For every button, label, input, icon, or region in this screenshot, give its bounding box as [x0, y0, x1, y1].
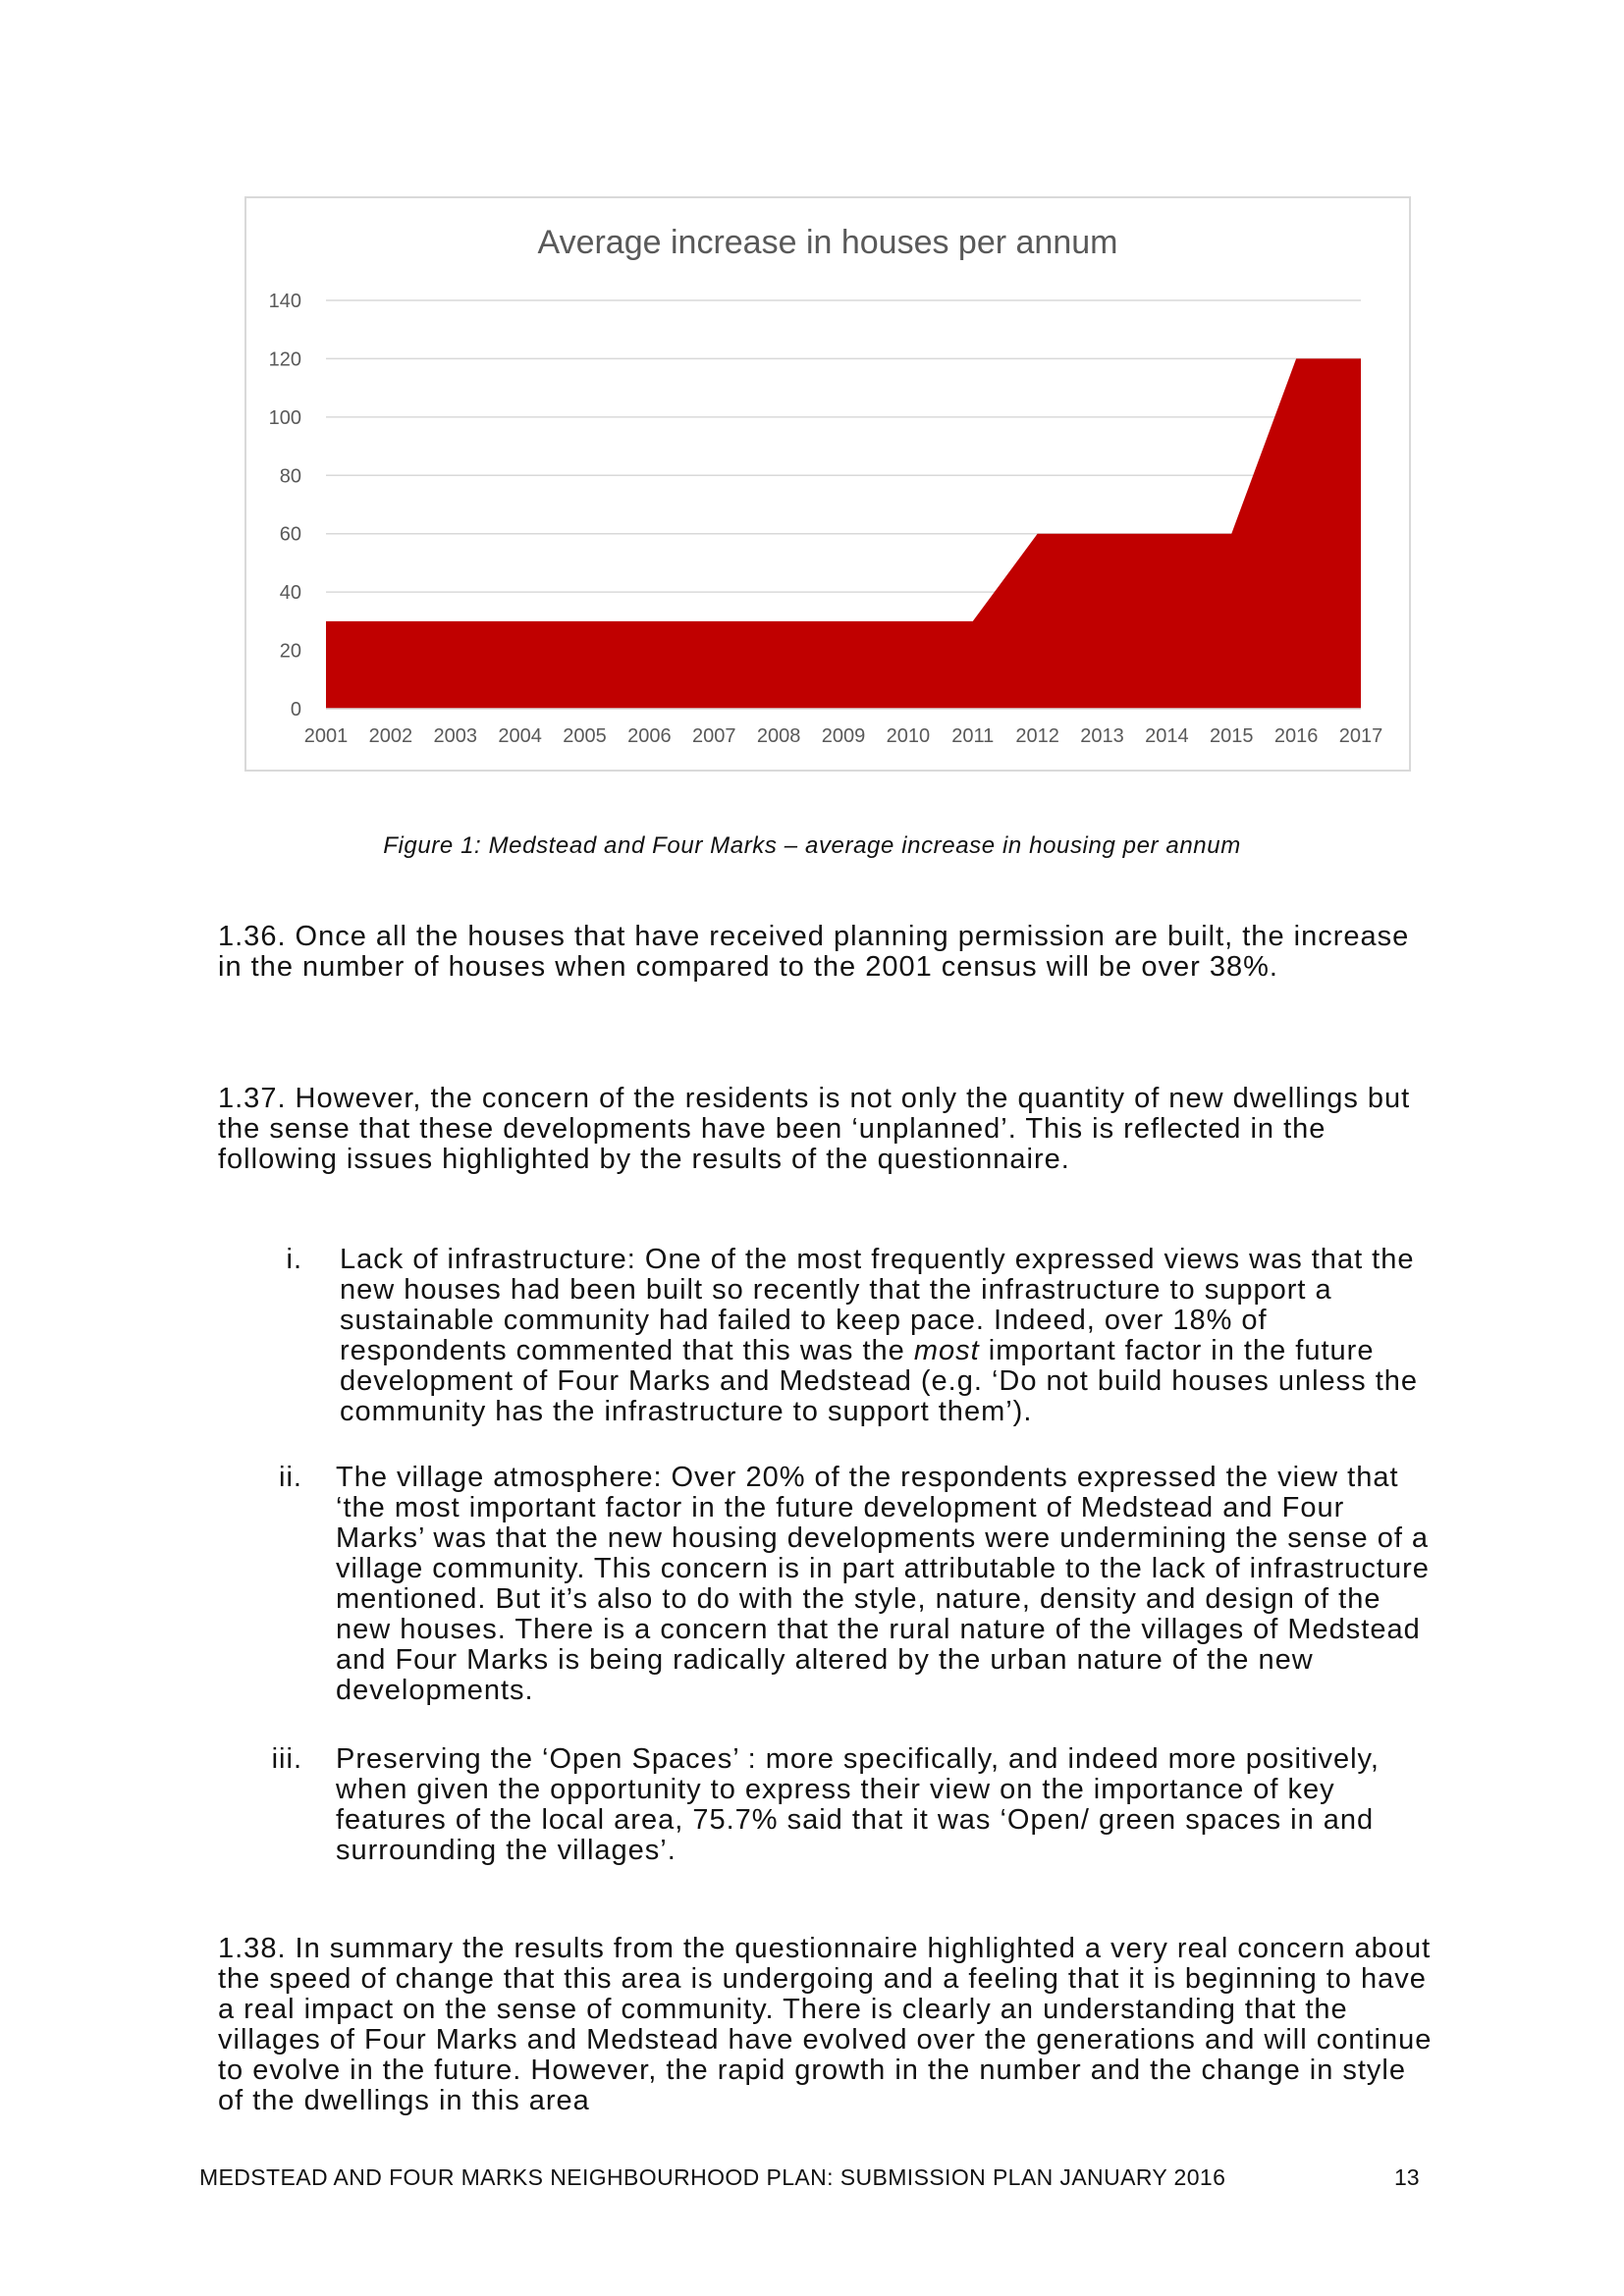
x-tick-label: 2007 [692, 725, 736, 747]
paragraph-1-37: 1.37. However, the concern of the residents is not only the quantity of new dwellings but the sense that these developments have been ‘unplanned’. This is reflected in the following issues highlighted by the results of the questionnaire. [218, 1083, 1411, 1175]
figure-caption: Figure 1: Medstead and Four Marks – average increase in housing per annum [383, 832, 1241, 859]
chart-container [244, 196, 1411, 772]
list-number: iii. [271, 1743, 302, 1775]
x-tick-label: 2008 [756, 725, 801, 747]
x-tick-label: 2016 [1273, 725, 1319, 747]
list-text [340, 1245, 1439, 1427]
emphasis: most [913, 1335, 980, 1366]
paragraph-1-38: 1.38. In summary the results from the questionnaire highlighted a very real concern about the speed of change that this area is undergoing and a feeling that it is beginning to have a real impact on the sense of community. There is clearly an understanding that the villages of Four Marks and Medstead have evolved over the generations and will continue to evolve in the future. However, the rapid growth in the number and the change in style of the dwellings in this area [218, 1933, 1433, 2116]
area-chart [246, 198, 1409, 770]
x-tick-label: 2005 [563, 725, 607, 747]
x-tick-label: 2004 [498, 725, 542, 747]
y-tick-label: 60 [279, 523, 301, 546]
chart-title: Average increase in houses per annum [537, 224, 1118, 261]
list-text-part: important factor in the future development of Four Marks and Medstead (e.g. ‘Do not build houses unless the community has the infrastructure to support them’). [340, 1335, 1419, 1427]
x-tick-label: 2013 [1080, 725, 1124, 747]
list-number: i. [286, 1244, 302, 1275]
page-number: 13 [1394, 2164, 1420, 2190]
x-tick-label: 2014 [1145, 725, 1189, 747]
y-tick-label: 120 [268, 348, 301, 371]
list-text: The village atmosphere: Over 20% of the respondents expressed the view that ‘the most important factor in the future development of Medstead and Four Marks’ was that the new housing developments were undermining the sense of a village community. This concern is in part attributable to the lack of infrastructure mentioned. But it’s also to do with the style, nature, density and design of the new houses. There is a concern that the rural nature of the villages of Medstead and Four Marks is being radically altered by the urban nature of the new developments. [336, 1462, 1430, 1706]
y-tick-label: 100 [268, 406, 301, 429]
y-tick-label: 140 [268, 291, 301, 312]
page-footer: MEDSTEAD AND FOUR MARKS NEIGHBOURHOOD PLAN: SUBMISSION PLAN JANUARY 2016 [199, 2164, 1226, 2190]
x-tick-label: 2015 [1210, 725, 1254, 747]
y-tick-label: 40 [279, 582, 301, 605]
x-tick-label: 2001 [303, 725, 349, 747]
paragraph-1-36: 1.36. Once all the houses that have received planning permission are built, the increase in the number of houses when compared to the 2001 census will be over 38%. [218, 921, 1410, 983]
x-tick-label: 2017 [1338, 725, 1383, 747]
x-tick-label: 2011 [951, 725, 995, 747]
x-tick-label: 2006 [627, 725, 672, 747]
y-tick-label: 0 [290, 699, 301, 721]
y-tick-label: 80 [279, 465, 301, 488]
x-tick-label: 2003 [433, 725, 477, 747]
list-text-part: Lack of infrastructure: One of the most frequently expressed views was that the new houses had been built so recently that the infrastructure to support a sustainable community had failed to keep pace. Indeed, over 18% of respondents commented that this was the [340, 1244, 1415, 1366]
x-tick-label: 2009 [821, 725, 866, 747]
x-tick-label: 2012 [1015, 725, 1059, 747]
x-tick-label: 2010 [886, 725, 931, 747]
list-text: Preserving the ‘Open Spaces’ : more specifically, and indeed more positively, when given the opportunity to express their view on the importance of key features of the local area, 75.7% said that it was ‘Open/ green spaces in and surrounding the villages’. [336, 1743, 1380, 1866]
x-tick-label: 2002 [368, 725, 413, 747]
y-tick-label: 20 [279, 640, 301, 663]
list-number: ii. [279, 1462, 302, 1493]
